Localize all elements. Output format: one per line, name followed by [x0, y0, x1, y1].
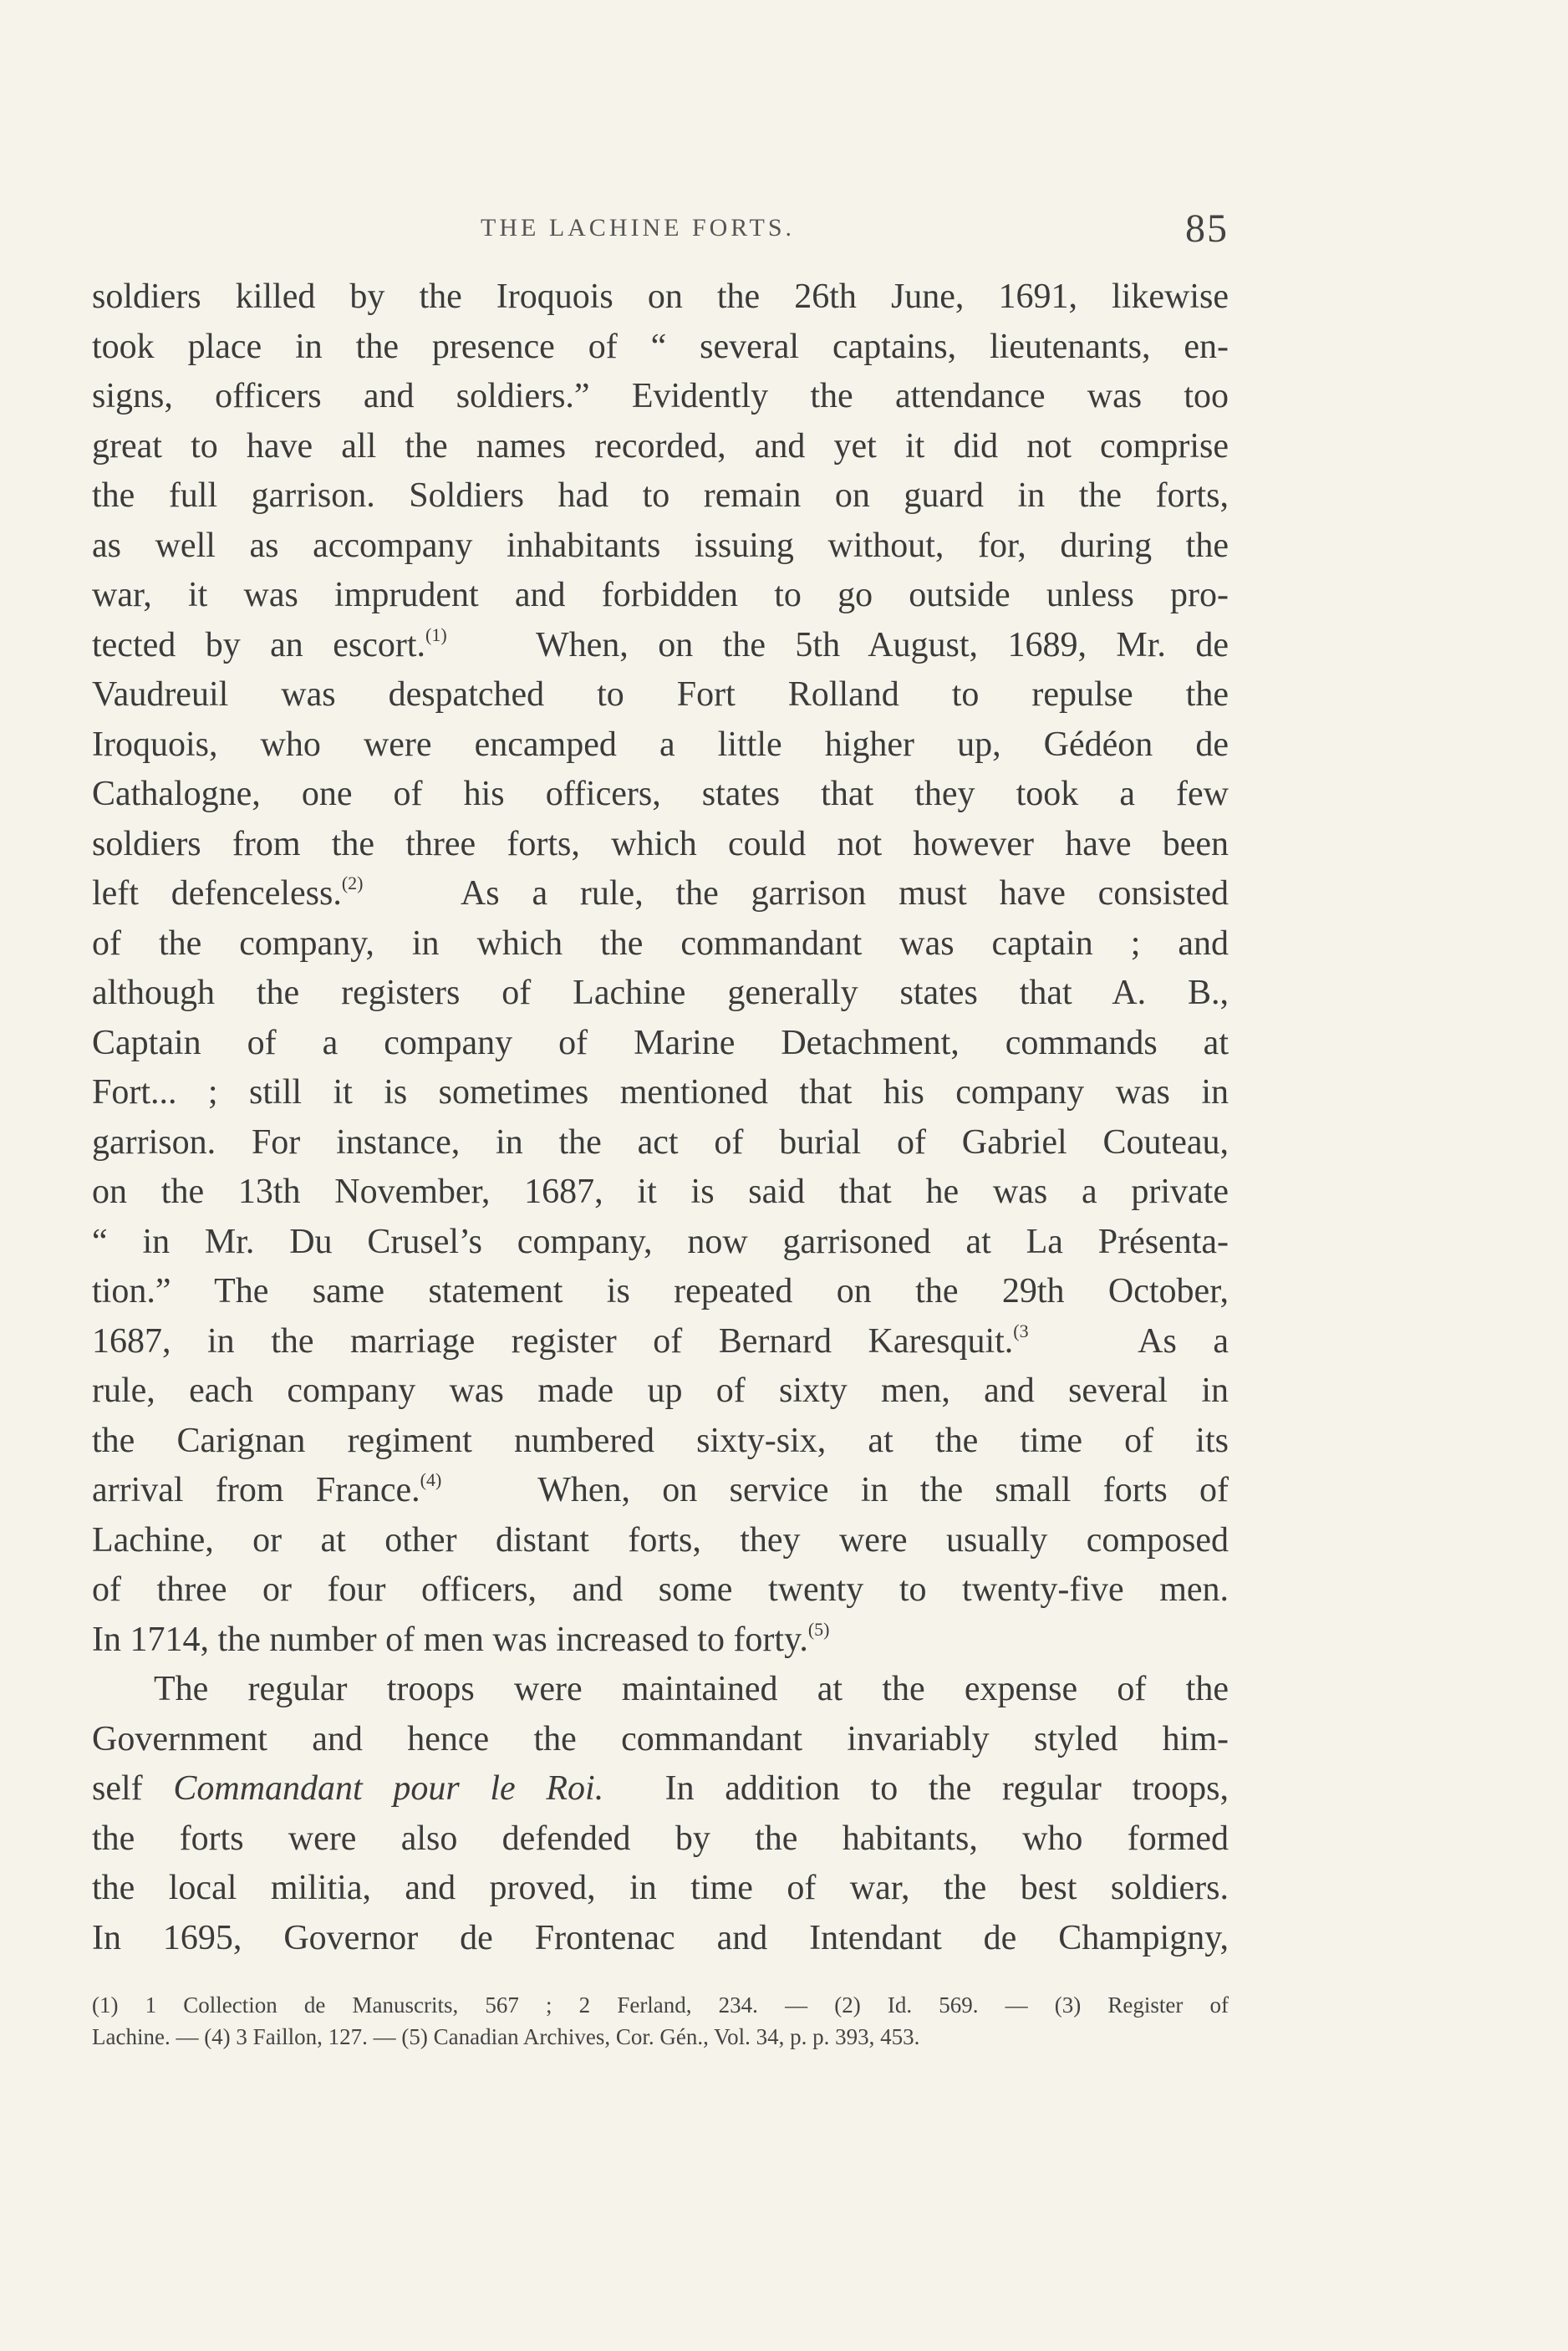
text-line: rule, each company was made up of sixty men, and several in — [92, 1371, 1229, 1410]
text-line: tion.” The same statement is repeated on the 29th October, — [92, 1272, 1229, 1310]
text-line — [92, 621, 1229, 671]
footnote-marker: (5) — [807, 1618, 830, 1640]
text-line: In 1695, Governor de Frontenac and Intendant de Champigny, — [92, 1918, 1229, 1957]
text-line: Fort... ; still it is sometimes mentioned that his company was in — [92, 1073, 1229, 1112]
running-head — [92, 206, 1229, 259]
text-line: took place in the presence of “ several captains, lieutenants, en- — [92, 327, 1229, 366]
text-line: Captain of a company of Marine Detachment, commands at — [92, 1023, 1229, 1062]
text-line: although the registers of Lachine generally states that A. B., — [92, 974, 1229, 1012]
italic-title: Commandant pour le Roi. — [173, 1769, 604, 1808]
text-line — [92, 869, 1229, 919]
text-line: Cathalogne, one of his officers, states that they took a few — [92, 775, 1229, 813]
main-text — [92, 272, 1229, 1963]
footnote-line: Lachine. — (4) 3 Faillon, 127. — (5) Canadian Archives, Cor. Gén., Vol. 34, p. p. 393, 453. — [92, 2024, 920, 2049]
text-segment: In addition to the regular troops, — [664, 1769, 1229, 1808]
text-segment: left defenceless. — [92, 874, 342, 913]
text-segment: 1687, in the marriage register of Bernard Karesquit. — [92, 1321, 1014, 1361]
text-line: as well as accompany inhabitants issuing without, for, during the — [92, 526, 1229, 565]
text-line: of the company, in which the commandant was captain ; and — [92, 924, 1229, 963]
running-head-title: THE LACHINE FORTS. — [481, 214, 796, 242]
text-line: Lachine, or at other distant forts, they were usually composed — [92, 1520, 1229, 1560]
text-line: Iroquois, who were encamped a little higher up, Gédéon de — [92, 725, 1229, 764]
text-line: great to have all the names recorded, and yet it did not comprise — [92, 426, 1229, 466]
text-line: signs, officers and soldiers.” Evidently the attendance was too — [92, 377, 1229, 415]
page-number: 85 — [1185, 206, 1229, 251]
text-segment: As a rule, the garrison must have consisted — [460, 874, 1229, 913]
text-segment: In 1714, the number of men was increased to forty. — [92, 1620, 808, 1659]
text-line: the local militia, and proved, in time of war, the best soldiers. — [92, 1869, 1229, 1907]
text-line: war, it was imprudent and forbidden to go outside unless pro- — [92, 576, 1229, 614]
text-segment: As a — [1138, 1321, 1229, 1361]
footnotes — [92, 1989, 1229, 2053]
text-line: “ in Mr. Du Crusel’s company, now garrisoned at La Présenta- — [92, 1222, 1229, 1261]
text-line — [92, 1317, 1229, 1367]
text-line: Government and hence the commandant invariably styled him- — [92, 1719, 1229, 1758]
text-line: the full garrison. Soldiers had to remain on guard in the forts, — [92, 476, 1229, 515]
text-line — [92, 1616, 1229, 1666]
text-segment: tected by an escort. — [92, 625, 426, 664]
text-segment: arrival from France. — [92, 1471, 420, 1509]
text-segment: self — [92, 1769, 143, 1808]
footnote-marker: (3 — [1013, 1320, 1029, 1341]
text-line: garrison. For instance, in the act of burial of Gabriel Couteau, — [92, 1122, 1229, 1162]
text-line: on the 13th November, 1687, it is said that he was a private — [92, 1173, 1229, 1211]
text-line — [92, 1466, 1229, 1516]
footnote-line: (1) 1 Collection de Manuscrits, 567 ; 2 Ferland, 234. — (2) Id. 569. — (3) Register of — [92, 1992, 1229, 2018]
text-line: the forts were also defended by the habitants, who formed — [92, 1819, 1229, 1858]
text-segment: When, on the 5th August, 1689, Mr. de — [536, 625, 1229, 664]
text-line: soldiers killed by the Iroquois on the 26th June, 1691, likewise — [92, 277, 1229, 316]
text-segment: When, on service in the small forts of — [537, 1471, 1229, 1509]
text-line: Vaudreuil was despatched to Fort Rolland to repulse the — [92, 675, 1229, 714]
footnote-marker: (4) — [420, 1469, 442, 1490]
text-line — [92, 1764, 1229, 1814]
text-line: The regular troops were maintained at the expense of the — [154, 1670, 1229, 1708]
text-line: the Carignan regiment numbered sixty-six, at the time of its — [92, 1421, 1229, 1460]
text-line: soldiers from the three forts, which could not however have been — [92, 824, 1229, 863]
footnote-marker: (2) — [341, 873, 364, 893]
footnote-marker: (1) — [425, 623, 447, 645]
text-line: of three or four officers, and some twenty to twenty-five men. — [92, 1570, 1229, 1609]
